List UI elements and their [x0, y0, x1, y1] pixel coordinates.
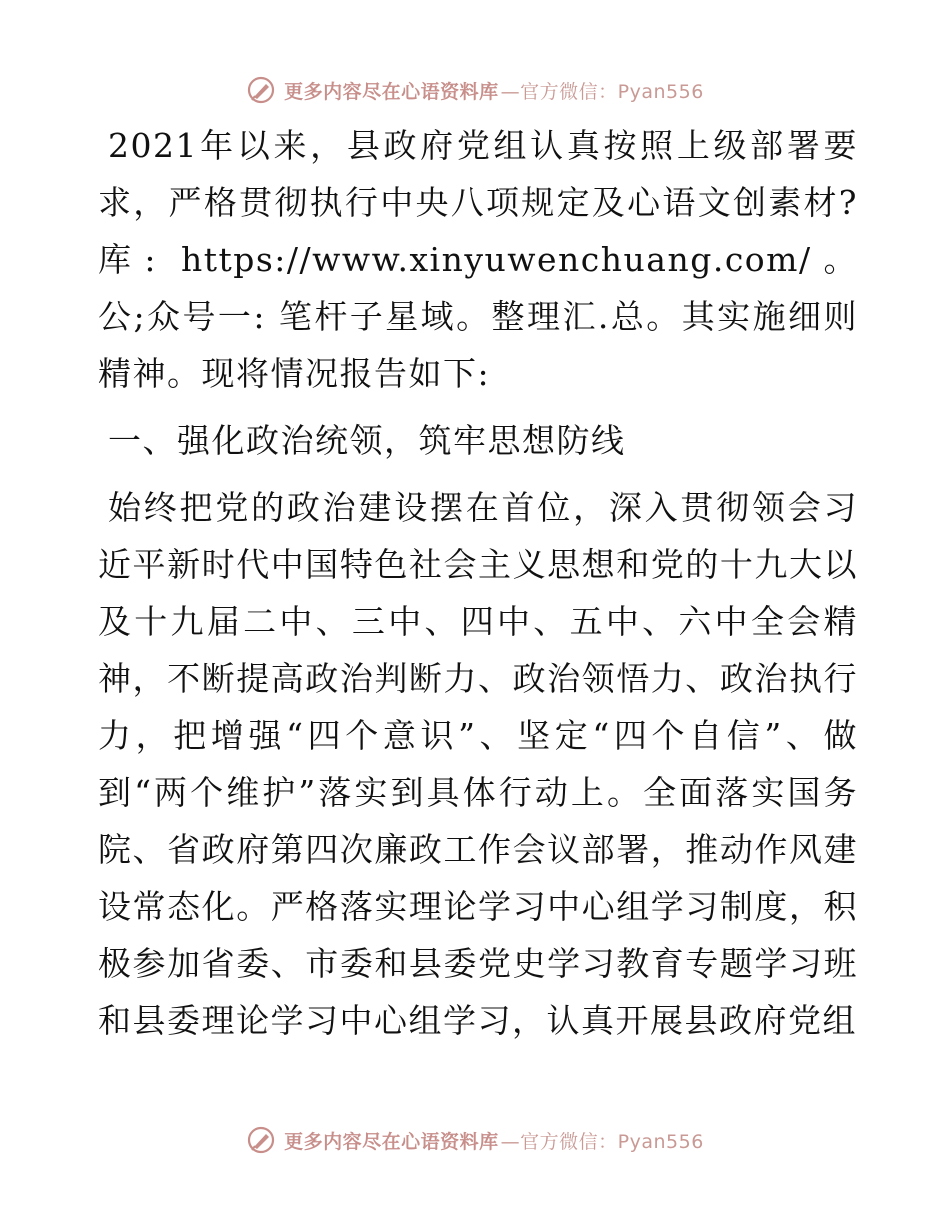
quill-pen-logo-icon: [246, 75, 276, 105]
watermark-brand-text: 更多内容尽在心语资料库: [284, 1130, 499, 1153]
watermark-contact-text: —官方微信：Pyan556: [500, 1130, 704, 1153]
watermark-contact-text: —官方微信：Pyan556: [500, 80, 704, 103]
document-body: [98, 117, 858, 1049]
quill-pen-logo-icon: [246, 1125, 276, 1155]
footer-watermark: [0, 1120, 950, 1160]
intro-paragraph: 2021年以来，县政府党组认真按照上级部署要求，严格贯彻执行中央八项规定及心语文创素材?库: https://www.xinyuwenchuang.com/。公;众号一: 笔杆子星域。整理汇.总。其实施细则精神。现将情况报告如下:: [98, 126, 858, 393]
section-heading-1: 一、强化政治统领，筑牢思想防线: [108, 421, 626, 460]
section-1-paragraph: 始终把党的政治建设摆在首位，深入贯彻领会习近平新时代中国特色社会主义思想和党的十九大以及十九届二中、三中、四中、五中、六中全会精神，不断提高政治判断力、政治领悟力、政治执行力，把增强“四个意识”、坚定“四个自信”、做到“两个维护”落实到具体行动上。全面落实国务院、省政府第四次廉政工作会议部署，推动作风建设常态化。严格落实理论学习中心组学习制度，积极参加省委、市委和县委党史学习教育专题学习班和县委理论学习中心组学习，认真开展县政府党组: [98, 488, 858, 1040]
watermark-brand-text: 更多内容尽在心语资料库: [284, 80, 499, 103]
header-watermark: [0, 70, 950, 110]
